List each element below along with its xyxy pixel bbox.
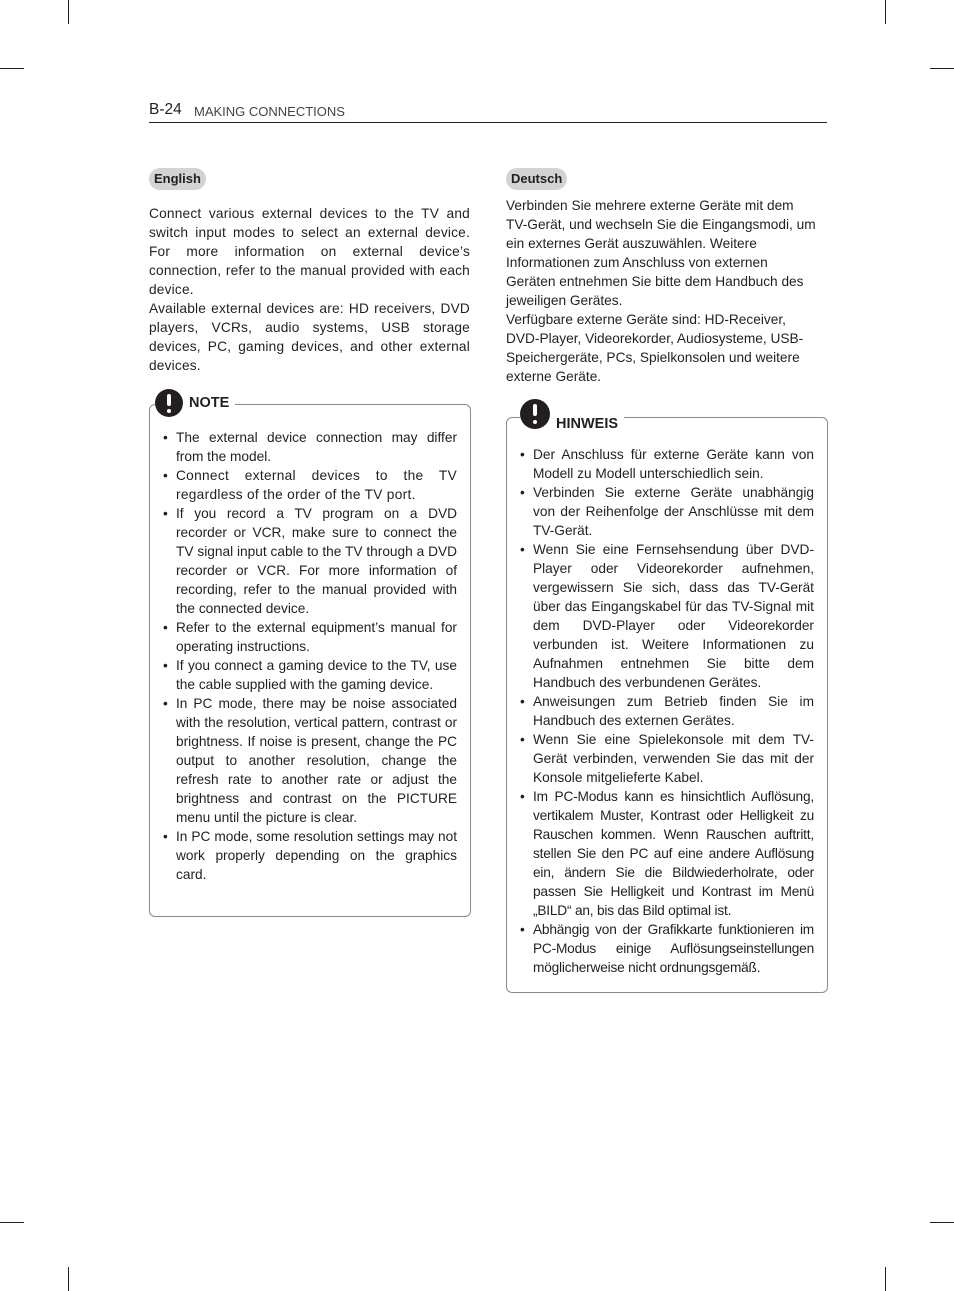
crop-mark (885, 1267, 886, 1291)
list-item: • Der Anschluss für externe Geräte kann von Modell zu Modell unterschiedlich sein. (520, 445, 814, 483)
list-item: • Verbinden Sie externe Geräte unabhängig von der Reihenfolge der Anschlüsse mit dem TV-Gerät. (520, 483, 814, 540)
list-item: • If you connect a gaming device to the TV, use the cable supplied with the gaming device. (163, 656, 457, 694)
list-item: • The external device connection may differ from the model. (163, 428, 457, 466)
note-header-deutsch (520, 396, 624, 432)
crop-mark (930, 68, 954, 69)
list-item: • Abhängig von der Grafikkarte funktionieren im PC-Modus einige Auflösungseinstellungen möglicherweise nicht ordnungsgemäß. (520, 920, 814, 977)
note-header-english (155, 389, 235, 417)
note-title: NOTE (189, 395, 230, 411)
crop-mark (885, 0, 886, 24)
note-list-english (163, 428, 457, 884)
crop-mark (68, 1267, 69, 1291)
list-item: • In PC mode, there may be noise associated with the resolution, vertical pattern, contrast or brightness. If noise is present, change the PC output to another resolution, change the refresh rate to another rate or adjust the brightness and contrast on the PICTURE menu until the picture is clear. (163, 694, 457, 827)
exclamation-icon (520, 399, 550, 429)
english-paragraph: Available external devices are: HD receivers, DVD players, VCRs, audio systems, USB storage devices, PC, gaming devices, and other external devices. (149, 301, 470, 373)
crop-mark (0, 68, 24, 69)
list-item: • Anweisungen zum Betrieb finden Sie im Handbuch des externen Gerätes. (520, 692, 814, 730)
list-item: • Connect external devices to the TV regardless of the order of the TV port. (163, 466, 457, 504)
page-number: B-24 (149, 101, 182, 118)
page-header (149, 100, 827, 123)
deutsch-paragraph: Verfügbare externe Geräte sind: HD-Receiver, DVD-Player, Videorekorder, Audiosysteme, USB-Speichergeräte, PCs, Spielkonsolen und weitere externe Geräte. (506, 312, 804, 384)
english-paragraph: Connect various external devices to the TV and switch input modes to select an external device. For more information on external device’s connection, refer to the manual provided with each device. (149, 206, 470, 297)
list-item: • Im PC-Modus kann es hinsichtlich Auflösung, vertikalem Muster, Kontrast oder Helligkeit zu Rauschen kommen. Wenn Rauschen auftritt, stellen Sie den PC auf eine andere Auflösung ein, ändern Sie die Bildwiederholrate, oder passen Sie Helligkeit und Kontrast im Menü „BILD“ an, bis das Bild optimal ist. (520, 787, 814, 920)
list-item: • Wenn Sie eine Spielekonsole mit dem TV-Gerät verbinden, verwenden Sie das mit der Konsole mitgelieferte Kabel. (520, 730, 814, 787)
crop-mark (0, 1222, 24, 1223)
list-item: • If you record a TV program on a DVD recorder or VCR, make sure to connect the TV signal input cable to the TV through a DVD recorder or VCR. For more information of recording, refer to the manual provided with the connected device. (163, 504, 457, 618)
crop-mark (68, 0, 69, 24)
list-item: • Wenn Sie eine Fernsehsendung über DVD-Player oder Videorekorder aufnehmen, vergewissern Sie sich, dass das TV-Gerät über das Eingangskabel für das TV-Signal mit dem DVD-Player oder Videorekorder verbunden ist. Weitere Informationen zu Aufnahmen entnehmen Sie bitte dem Handbuch des verbundenen Gerätes. (520, 540, 814, 692)
list-item: • In PC mode, some resolution settings may not work properly depending on the graphics card. (163, 827, 457, 884)
note-title: HINWEIS (556, 416, 619, 432)
section-title: MAKING CONNECTIONS (194, 104, 345, 119)
crop-mark (930, 1222, 954, 1223)
exclamation-icon (155, 389, 183, 417)
note-list-deutsch (520, 445, 814, 977)
list-item: • Refer to the external equipment’s manual for operating instructions. (163, 618, 457, 656)
language-label-english: English (149, 168, 206, 190)
english-intro (149, 204, 470, 375)
language-label-deutsch: Deutsch (506, 168, 567, 190)
deutsch-paragraph: Verbinden Sie mehrere externe Geräte mit dem TV-Gerät, und wechseln Sie die Eingangsmodi, um ein externes Gerät auszuwählen. Weitere Informationen zum Anschluss von externen Geräten entnehmen Sie bitte dem Handbuch des jeweiligen Gerätes. (506, 198, 816, 308)
deutsch-intro (506, 196, 818, 386)
